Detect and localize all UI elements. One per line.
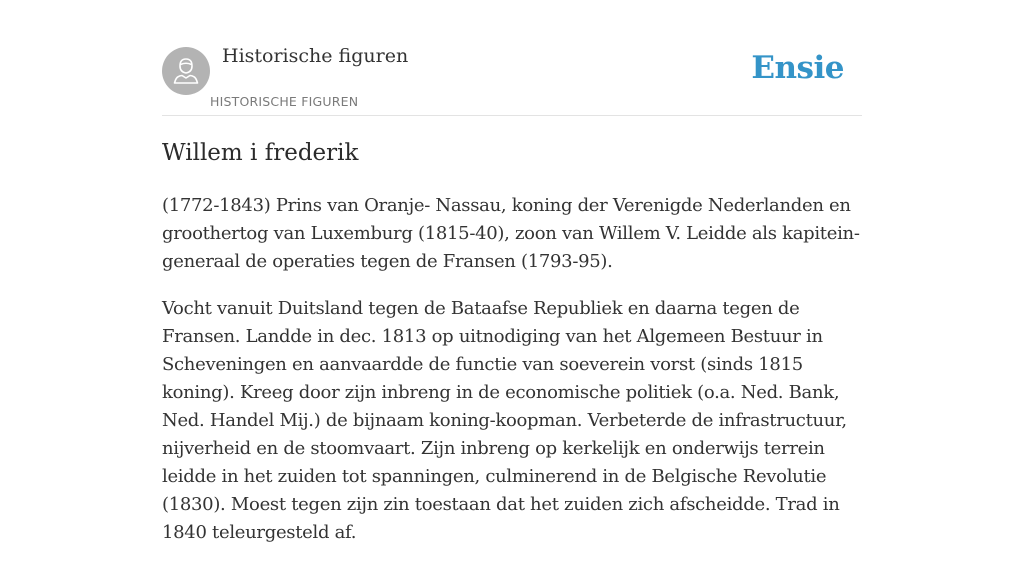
- brand-logo[interactable]: Ensie: [751, 50, 844, 86]
- entry-body: [162, 192, 862, 566]
- avatar[interactable]: [162, 47, 210, 95]
- header: [162, 0, 862, 116]
- entry-paragraph: (1772-1843) Prins van Oranje- Nassau, koning der Verenigde Nederlanden en groothertog van Luxemburg (1815-40), zoon van Willem V. Leidde als kapitein-generaal de operaties tegen de Fransen (1793-95).: [162, 195, 860, 272]
- entry-title: Willem i frederik: [162, 140, 359, 166]
- category-subtitle[interactable]: HISTORISCHE FIGUREN: [210, 94, 359, 109]
- entry-paragraph: Vocht vanuit Duitsland tegen de Bataafse Republiek en daarna tegen de Fransen. Landde in dec. 1813 op uitnodiging van het Algemeen Bestuur in Scheveningen en aanvaardde de functie van soeverein vorst (sinds 1815 koning). Kreeg door zijn inbreng in de economische politiek (o.a. Ned. Bank, Ned. Handel Mij.) de bijnaam koning-koopman. Verbeterde de infrastructuur, nijverheid en de stoomvaart. Zijn inbreng op kerkelijk en onderwijs terrein leidde in het zuiden tot spanningen, culminerend in de Belgische Revolutie (1830). Moest tegen zijn zin toestaan dat het zuiden zich afscheidde. Trad in 1840 teleurgesteld af.: [162, 298, 847, 543]
- category-title[interactable]: Historische figuren: [222, 45, 409, 67]
